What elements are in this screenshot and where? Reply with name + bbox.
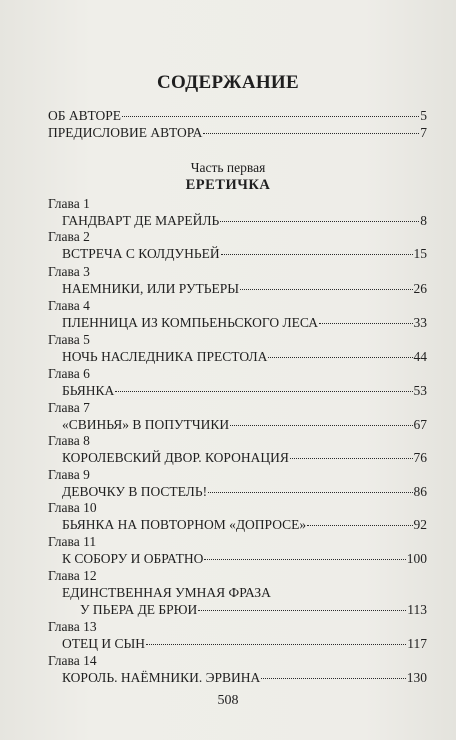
chapter-label: Глава 4: [48, 298, 90, 313]
chapter-title: ДЕВОЧКУ В ПОСТЕЛЬ!: [62, 484, 208, 499]
chapter-page: 44: [413, 349, 427, 364]
chapter-label: Глава 13: [48, 619, 97, 634]
chapter-title: КОРОЛЕВСКИЙ ДВОР. КОРОНАЦИЯ: [62, 450, 289, 465]
chapter-label: Глава 5: [48, 332, 90, 347]
leader-dots: [307, 525, 412, 526]
chapter-page: 117: [407, 636, 427, 651]
chapter-page: 15: [413, 246, 427, 261]
toc-entry-chapter-4: [62, 315, 427, 331]
chapter-title: НАЕМНИКИ, ИЛИ РУТЬЕРЫ: [62, 281, 240, 296]
chapter-title-line1: ЕДИНСТВЕННАЯ УМНАЯ ФРАЗА: [62, 585, 271, 600]
leader-dots: [220, 221, 419, 222]
chapter-title: ГАНДВАРТ ДЕ МАРЕЙЛЬ: [62, 213, 220, 228]
toc-entry-label: ОБ АВТОРЕ: [48, 108, 122, 123]
leader-dots: [240, 289, 412, 290]
chapter-page: 86: [413, 484, 427, 499]
toc-entry-chapter-5: [62, 349, 427, 365]
chapter-page: 113: [407, 602, 427, 617]
toc-entry-about-author: [48, 108, 427, 124]
leader-dots: [221, 254, 413, 255]
toc-entry-chapter-6: [62, 383, 427, 399]
toc-entry-chapter-3: [62, 281, 427, 297]
page-title: СОДЕРЖАНИЕ: [157, 72, 299, 93]
chapter-label: Глава 10: [48, 500, 97, 515]
chapter-page: 76: [413, 450, 427, 465]
leader-dots: [122, 116, 419, 117]
chapter-label: Глава 11: [48, 534, 97, 549]
chapter-page: 92: [413, 517, 427, 532]
toc-entry-chapter-1: [62, 213, 427, 229]
chapter-title: ОТЕЦ И СЫН: [62, 636, 146, 651]
leader-dots: [146, 644, 406, 645]
chapter-title: БЬЯНКА НА ПОВТОРНОМ «ДОПРОСЕ»: [62, 517, 307, 532]
toc-entry-chapter-9: [62, 484, 427, 500]
chapter-label: Глава 7: [48, 400, 90, 415]
toc-entry-chapter-7: [62, 417, 427, 433]
chapter-title: БЬЯНКА: [62, 383, 115, 398]
chapter-title: К СОБОРУ И ОБРАТНО: [62, 551, 204, 566]
toc-entry-page: 5: [420, 108, 427, 123]
chapter-title: У ПЬЕРА ДЕ БРЮИ: [80, 602, 198, 617]
chapter-page: 100: [406, 551, 427, 566]
chapter-title: «СВИНЬЯ» В ПОПУТЧИКИ: [62, 417, 230, 432]
chapter-label: Глава 6: [48, 366, 90, 381]
toc-entry-chapter-14: [62, 670, 427, 686]
leader-dots: [261, 678, 406, 679]
leader-dots: [203, 133, 419, 134]
chapter-label: Глава 2: [48, 229, 90, 244]
chapter-title: ПЛЕННИЦА ИЗ КОМПЬЕНЬСКОГО ЛЕСА: [62, 315, 318, 330]
chapter-label: Глава 3: [48, 264, 90, 279]
chapter-label: Глава 8: [48, 433, 90, 448]
leader-dots: [204, 559, 405, 560]
page-number: 508: [217, 693, 239, 708]
chapter-page: 53: [413, 383, 427, 398]
part-label: Часть первая: [190, 160, 266, 175]
toc-entry-author-preface: [48, 125, 427, 141]
chapter-label: Глава 9: [48, 467, 90, 482]
toc-entry-label: ПРЕДИСЛОВИЕ АВТОРА: [48, 125, 203, 140]
chapter-page: 8: [420, 213, 427, 228]
part-title: ЕРЕТИЧКА: [185, 177, 271, 193]
chapter-page: 33: [413, 315, 427, 330]
leader-dots: [198, 610, 406, 611]
chapter-title: ВСТРЕЧА С КОЛДУНЬЕЙ: [62, 246, 220, 261]
leader-dots: [268, 357, 412, 358]
chapter-page: 67: [413, 417, 427, 432]
toc-entry-chapter-12: [80, 602, 427, 618]
chapter-label: Глава 14: [48, 653, 97, 668]
chapter-label: Глава 1: [48, 196, 90, 211]
leader-dots: [230, 425, 412, 426]
toc-entry-chapter-2: [62, 246, 427, 262]
toc-entry-chapter-11: [62, 551, 427, 567]
toc-entry-chapter-8: [62, 450, 427, 466]
leader-dots: [319, 323, 413, 324]
chapter-title: КОРОЛЬ. НАЁМНИКИ. ЭРВИНА: [62, 670, 261, 685]
chapter-title: НОЧЬ НАСЛЕДНИКА ПРЕСТОЛА: [62, 349, 268, 364]
toc-entry-page: 7: [420, 125, 427, 140]
leader-dots: [208, 492, 412, 493]
chapter-page: 26: [413, 281, 427, 296]
leader-dots: [290, 458, 413, 459]
leader-dots: [115, 391, 412, 392]
chapter-page: 130: [406, 670, 427, 685]
chapter-label: Глава 12: [48, 568, 97, 583]
toc-entry-chapter-13: [62, 636, 427, 652]
toc-entry-chapter-10: [62, 517, 427, 533]
